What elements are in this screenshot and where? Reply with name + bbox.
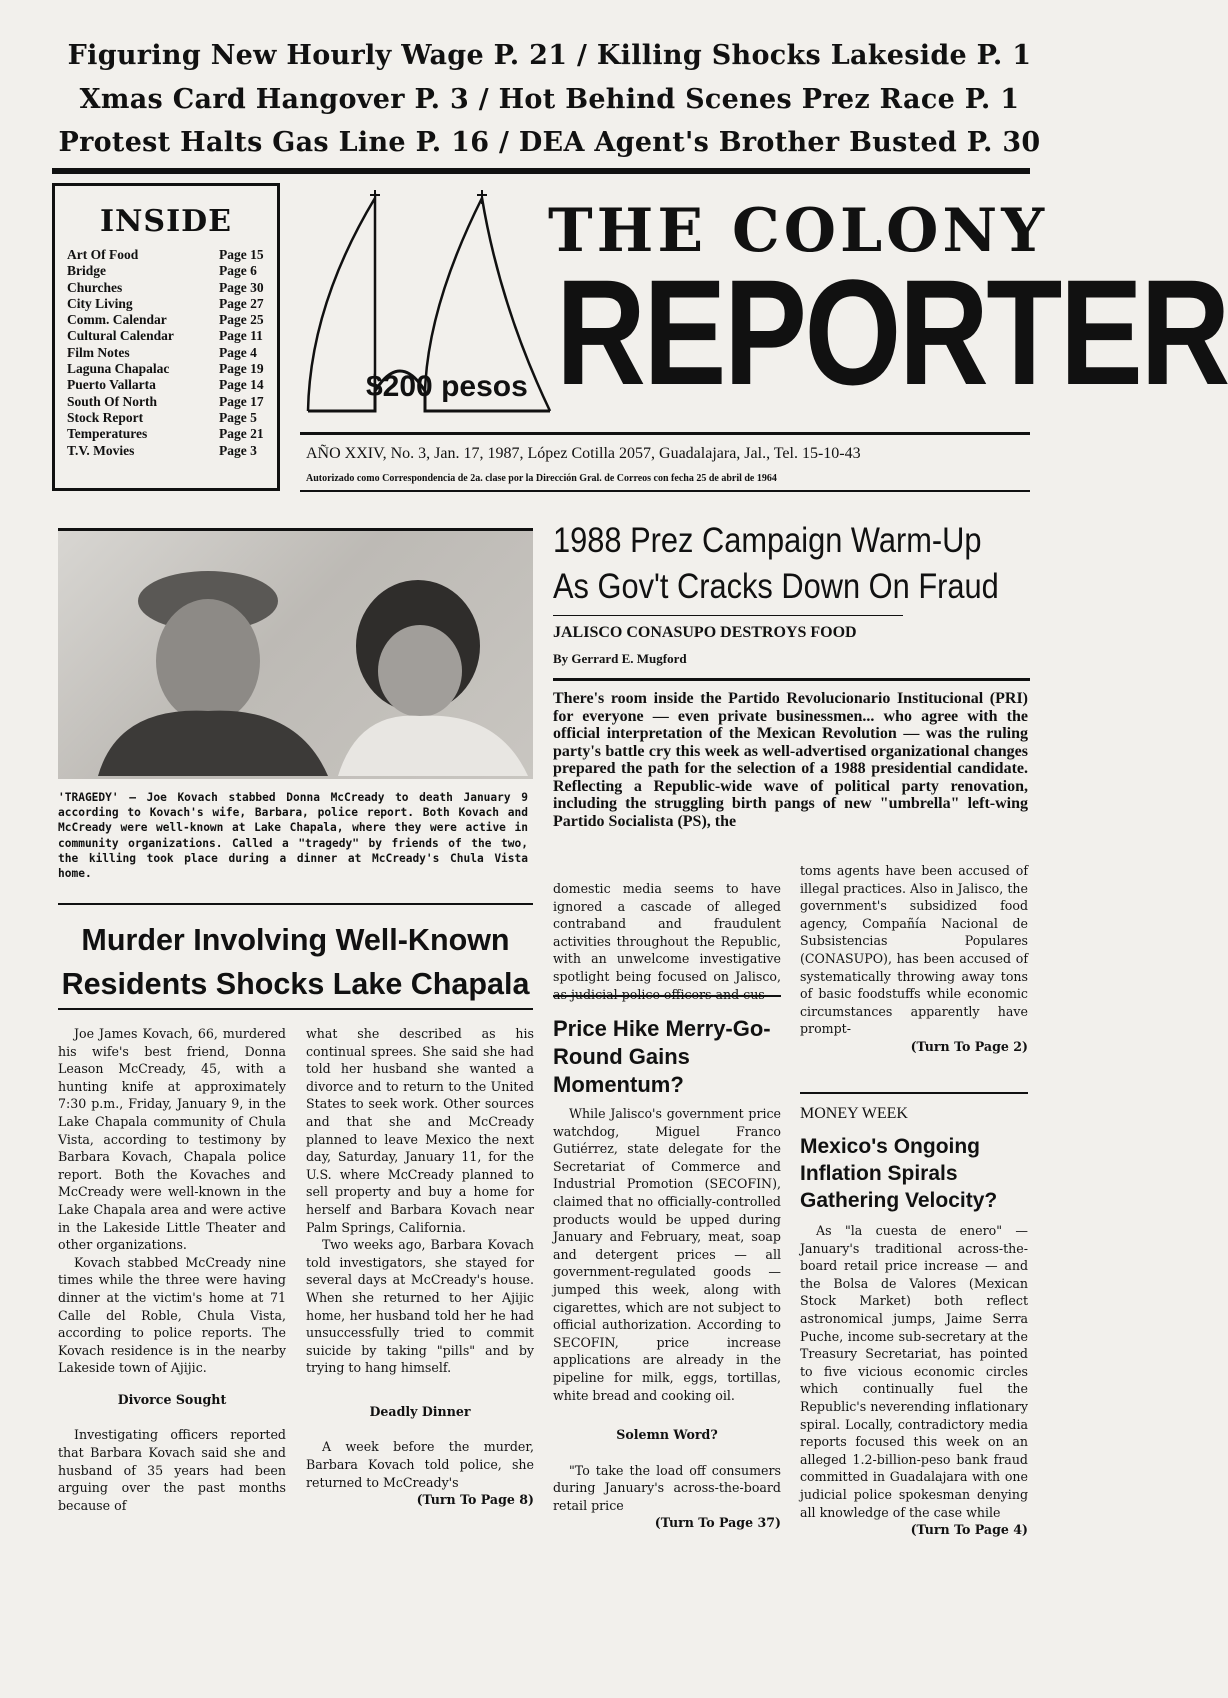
teaser-line-1: Figuring New Hourly Wage P. 21 / Killing Shocks Lakeside P. 1 [67,40,1032,71]
price-hike-jump: (Turn To Page 37) [654,1515,781,1531]
inside-index-box [52,183,280,491]
teaser-line-2: Xmas Card Hangover P. 3 / Hot Behind Scenes Prez Race P. 1 [79,84,1020,115]
issue-price: $200 pesos [366,370,528,403]
masthead-reporter: REPORTER [556,248,1228,416]
price-hike-para: While Jalisco's government price watchdog, Miguel Franco Gutiérrez, state delegate for the Secretariat of Commerce and Industrial Promotion (SECOFIN), claimed that no officially-controlled products would be upped during January and February, meat, soap and detergent prices — all government-regulated goods — jumped this week, along with cigarettes, which are not subject to official authorization. According to SECOFIN, price increase applications are already in the pipeline for milk, eggs, tortillas, white bread and cooking oil. [553,1106,781,1403]
price-hike-headline: Price Hike Merry-Go-Round Gains Momentum? [553,1016,771,1097]
money-para: As "la cuesta de enero" — January's traditional across-the-board retail price increase — and the Bolsa de Valores (Mexican Stock Market) both reflect astronomical jumps, Jaime Serra Puche, income sub-secretary at the Treasury Secretariat, has pointed to five vicious economic circles which continually fuel the Republic's neverending inflationary spiral. Locally, contradictory media reports focused this week on an alleged 1.2-billion-peso bank fraud committed in Guadalajara with one judicial police spokesman denying all knowledge of the case while [800,1223,1028,1520]
news-photo [58,528,533,779]
prez-byline: By Gerrard E. Mugford [553,651,687,666]
teaser-line-3: Protest Halts Gas Line P. 16 / DEA Agent's Brother Busted P. 30 [58,127,1041,158]
prez-column-2 [800,862,1028,1056]
murder-para: A week before the murder, Barbara Kovach told police, she returned to McCready's [306,1439,534,1490]
photo-caption: 'TRAGEDY' — Joe Kovach stabbed Donna McCready to death January 9 according to Kovach's wife, Barbara, police report. Both Kovach and McCready were well-known at Lake Chapala, where they were active in community organizations. Called a "tragedy" by friends of the two, the killing took place during a dinner at McCready's Chula Vista home. [58,791,528,881]
inside-item: Churches Page 30 [67,279,264,295]
money-column [800,1222,1028,1539]
subhead-solemn-word: Solemn Word? [616,1427,718,1443]
murder-column-1 [58,1025,286,1514]
murder-headline: Murder Involving Well-Known Residents Shocks Lake Chapala [61,923,530,1001]
issue-line: AÑO XXIV, No. 3, Jan. 17, 1987, López Cotilla 2057, Guadalajara, Jal., Tel. 15-10-43 [306,445,861,462]
deck-rule [553,615,903,616]
prez-headline [553,518,999,610]
money-top-rule [800,1092,1028,1094]
murder-para: what she described as his continual sprees. She said she had told her husband she wanted a divorce and to return to the United States to seek work. Other sources and that she and McCready planned to leave Mexico the next day, Saturday, January 11, for the U.S. where McCready planned to sell property and buy a home for herself and Barbara Kovach near Palm Springs, California. [306,1026,534,1235]
masthead-rule [300,432,1030,435]
prez-jump: (Turn To Page 2) [910,1038,1028,1054]
money-week-label: MONEY WEEK [800,1105,908,1122]
prez-lede: There's room inside the Partido Revolucionario Institucional (PRI) for everyone — even private businessmen... who agree with the official interpretation of the Mexican Revolution — was the ruling party's battle cry this week as well-advertised organizational changes prepared the path for the selection of a 1988 presidential candidate. Reflecting a Republic-wide wave of political party renovation, including the struggling birth pangs of new "umbrella" left-wing Partido Socialista (PS), the [553,690,1028,830]
caption-rule [58,903,533,905]
masthead-the-colony: THE COLONY [548,196,1049,266]
inside-item: South Of North Page 17 [67,393,264,409]
masthead-bottom-rule [300,490,1030,492]
prez-headline-line-1: 1988 Prez Campaign Warm-Up [553,521,982,560]
prez-col2-text: toms agents have been accused of illegal practices. Also in Jalisco, the government's subsidized food agency, Compañía Nacional de Subsistencias Populares (CONASUPO), has been accused of systematically throwing away tons of basic foodstuffs while economic circumstances apparently have prompt- [800,863,1028,1037]
price-hike-para: "To take the load off consumers during January's across-the-board retail price [553,1462,781,1513]
murder-column-2 [306,1025,534,1509]
inside-list [67,247,277,459]
prez-deck: JALISCO CONASUPO DESTROYS FOOD [553,624,857,641]
murder-para: Investigating officers reported that Barbara Kovach said she and husband of 35 years had been arguing over the past months because of [58,1427,286,1513]
prez-headline-line-2: As Gov't Cracks Down On Fraud [553,567,999,606]
inside-item: Cultural Calendar Page 11 [67,328,263,344]
murder-para: Kovach stabbed McCready nine times while the three were having dinner at the victim's home at 71 Calle del Roble, Chula Vista, according to police reports. The Kovach residence is in the nearby Lakeside town of Ajijic. [58,1254,286,1376]
money-headline: Mexico's Ongoing Inflation Spirals Gathering Velocity? [800,1135,998,1212]
inside-item: Bridge Page 6 [67,263,257,279]
murder-para: Joe James Kovach, 66, murdered his wife's best friend, Donna Leason McCready, 45, with a hunting knife at approximately 7:30 p.m., Friday, January 9, in the Lake Chapala community of Chula Vista, according to testimony by Barbara Kovach, Chapala police report. Both the Kovaches and McCready were well-known in the Lake Chapala area and were active in the Lakeside Little Theater and other organizations. [58,1026,286,1253]
mail-authorization: Autorizado como Correspondencia de 2a. clase por la Dirección Gral. de Correos con fecha 25 de abril de 1964 [306,473,777,484]
murder-para: Two weeks ago, Barbara Kovach told investigators, she stayed for several days at McCready's house. When she returned to her Ajijic home, her husband told her he had unsuccessfully tried to commit suicide by taking "pills" and by trying to hang himself. [306,1237,534,1376]
inside-item: T.V. Movies Page 3 [67,442,257,458]
top-rule [52,168,1030,174]
murder-rule [58,1008,533,1010]
murder-jump: (Turn To Page 8) [416,1492,534,1508]
inside-title: INSIDE [99,204,233,239]
subhead-divorce-sought: Divorce Sought [117,1391,227,1407]
inside-item: Stock Report Page 5 [67,409,257,425]
prez-col-rule [553,995,781,997]
inside-item: Laguna Chapalac Page 19 [67,361,264,377]
money-jump: (Turn To Page 4) [910,1522,1028,1538]
prez-column-1: domestic media seems to have ignored a cascade of alleged contraband and fraudulent activities throughout the Republic, with an unwelcome investigative spotlight being focused on Jalisco, [553,881,781,984]
inside-item: Film Notes Page 4 [67,344,257,360]
inside-item: Puerto Vallarta Page 14 [67,377,264,393]
inside-item: Temperatures Page 21 [67,426,264,442]
inside-item: City Living Page 27 [67,295,264,311]
inside-item: Art Of Food Page 15 [67,247,264,262]
subhead-deadly-dinner: Deadly Dinner [369,1403,471,1419]
inside-item: Comm. Calendar Page 25 [67,312,264,328]
photo-figures [58,531,533,776]
price-hike-column [553,1105,781,1532]
byline-rule [553,678,1030,681]
